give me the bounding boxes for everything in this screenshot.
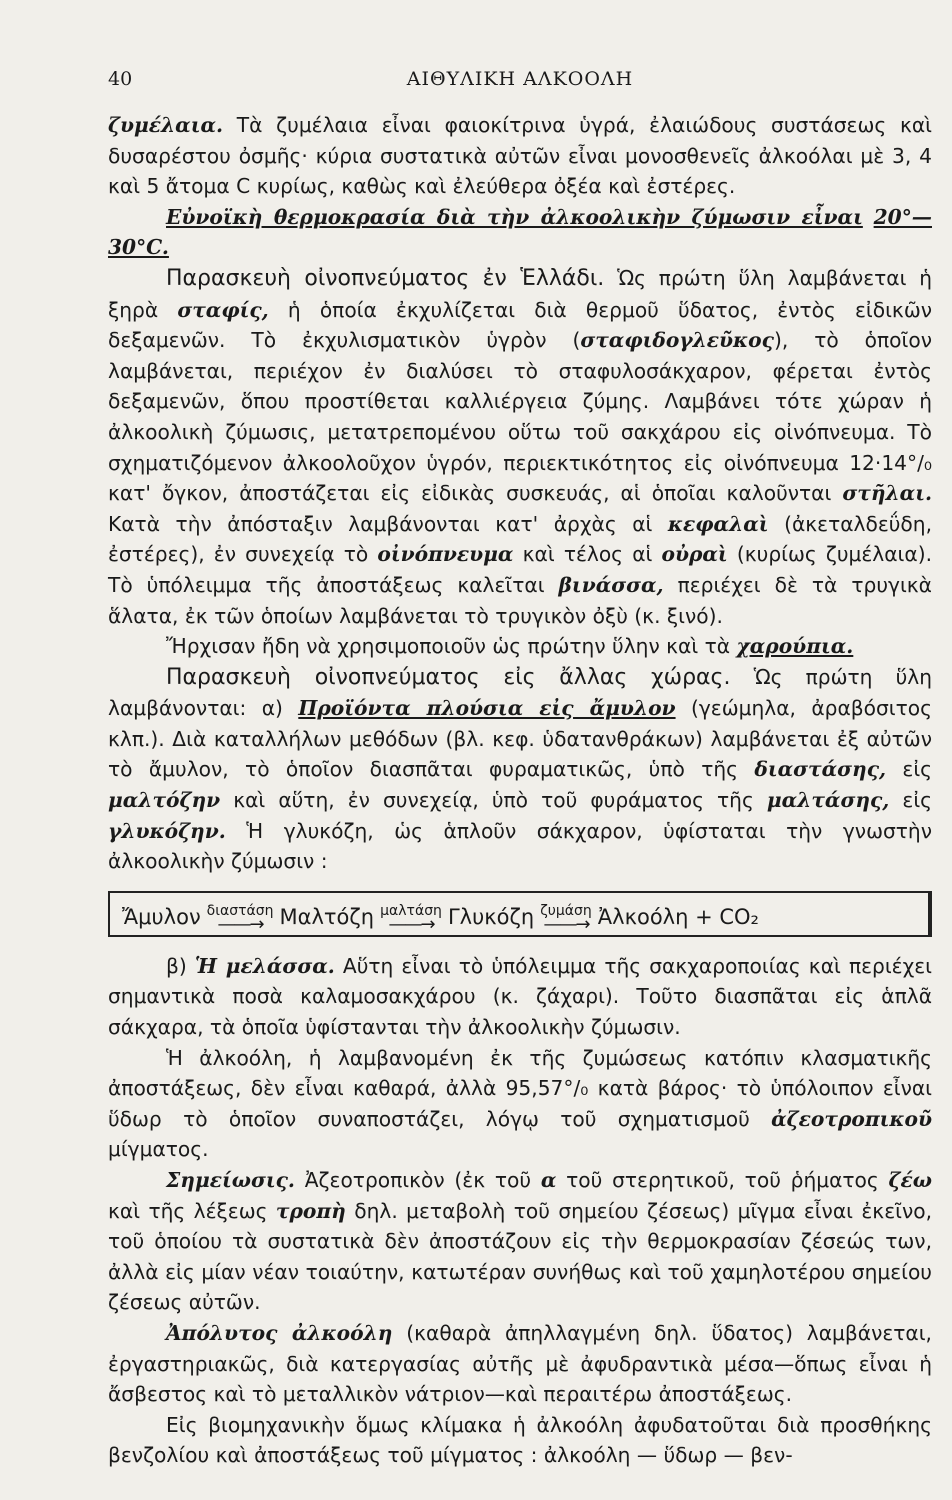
enzyme-label: μαλτάση <box>380 903 442 920</box>
reaction-arrow <box>540 903 592 936</box>
paragraph-carob <box>108 631 932 662</box>
text: τοῦ στερητικοῦ, τοῦ ῥήματος <box>556 1168 889 1192</box>
section-heading: Παρασκευὴ οἰνοπνεύματος ἐν Ἑλλάδι. <box>166 265 605 291</box>
text: Κατὰ τὴν ἀπόσταξιν λαμβάνονται κατ' ἀρχὰς αἱ <box>108 511 668 536</box>
reaction-arrow <box>380 903 442 936</box>
term: Εὐνοϊκὴ θερμοκρασία διὰ τὴν ἀλκοολικὴν ζύμωσιν εἶναι <box>166 204 863 229</box>
paragraph-zymelaia <box>108 110 932 202</box>
temperature-value: 20°—30°C. <box>108 204 932 260</box>
page-header <box>108 68 932 98</box>
text: Ἡ ἀλκοόλη, ἡ λαμβανομένη ἐκ τῆς ζυμώσεως κατόπιν κλασματικῆς ἀποστάξεως, δὲν εἶναι καθαρά, ἀλλὰ 95,57°/₀ κατὰ βάρος· τὸ ὑπόλοιπον εἶναι ὕδωρ τὸ ὁποῖον συναποστάζει, λόγῳ τοῦ σχηματισμοῦ <box>108 1045 932 1131</box>
text: εἰς <box>886 757 932 782</box>
text: (καθαρὰ ἀπηλλαγμένη δηλ. ὕδατος) λαμβάνεται, ἐργαστηριακῶς, διὰ κατεργασίας αὐτῆς μὲ ἀφυδραντικὰ μέσα—ὅπως εἶναι ἡ ἄσβεστος καὶ τὸ μεταλλικὸν νάτριον—καὶ περαιτέρω ἀποστάξεως. <box>108 1320 932 1407</box>
paragraph-absolute-alcohol <box>108 1318 932 1410</box>
text: Ὡς πρώτη ὕλη λαμβάνεται ἡ ξηρὰ <box>108 265 933 322</box>
paragraph-note <box>108 1165 932 1318</box>
substance-glucose: Γλυκόζη <box>447 904 535 929</box>
substance-starch: Ἄμυλον <box>122 904 201 929</box>
text: δηλ. μεταβολὴ τοῦ σημείου ζέσεως) μῖγμα εἶναι ἐκεῖνο, τοῦ ὁποίου τὰ συστατικὰ δὲν ἀποστάζουν εἰς τὴν θερμοκρασίαν ζέσεώς των, ἀλλὰ εἰς μίαν νέαν τοιαύτην, κατωτέραν συνήθως καὶ τοῦ χαμηλοτέρου σημείου ζέσεως αὐτῶν. <box>108 1198 932 1315</box>
text: Εἰς βιομηχανικὴν ὅμως κλίμακα ἡ ἀλκοόλη ἀφυδατοῦται διὰ προσθήκης βενζολίου καὶ ἀποστάξεως τοῦ μίγματος : ἀλκοόλη — ὕδωρ — βεν- <box>108 1412 932 1468</box>
paragraph-other-countries <box>108 662 932 877</box>
term: μαλτάσης, <box>766 788 890 813</box>
arrow-icon: ——→ <box>217 914 263 936</box>
text: (γεώμηλα, ἀραβόσιτος κλπ.). Διὰ καταλλήλων μεθόδων (βλ. κεφ. ὑδατανθράκων) λαμβάνεται ἐξ αὐτῶν τὸ ἄμυλον, τὸ ὁποῖον διασπᾶται φυραματικῶς, ὑπὸ τῆς <box>108 696 932 782</box>
text: μίγματος. <box>108 1137 209 1162</box>
paragraph-molasses <box>108 951 932 1043</box>
term: βινάσσα, <box>558 572 664 597</box>
term: Ἡ μελάσσα. <box>194 953 335 978</box>
text: καὶ τῆς λέξεως <box>108 1198 276 1223</box>
text: Αὕτη εἶναι τὸ ὑπόλειμμα τῆς σακχαροποιίας καὶ περιέχει σημαντικὰ ποσὰ καλαμοσακχάρου (κ. ζάχαρι). Τοῦτο διασπᾶται εἰς ἁπλᾶ σάκχαρα, τὰ ὁποῖα ὑφίστανται τὴν ἀλκοολικὴν ζύμωσιν. <box>108 953 932 1040</box>
term: α <box>540 1168 557 1192</box>
term: μαλτόζην <box>108 788 221 813</box>
arrow-icon: ——→ <box>388 914 434 936</box>
enzyme-label: ζυμάση <box>540 903 592 920</box>
enzyme-label: διαστάση <box>206 903 274 920</box>
term: τροπὴ <box>275 1198 346 1223</box>
term: στῆλαι. <box>842 481 932 506</box>
term: ζυμέλαια. <box>108 113 224 137</box>
text: περιέχει δὲ τὰ τρυγικὰ ἅλατα, ἐκ τῶν ὁποίων λαμβάνεται τὸ τρυγικὸν ὀξὺ (κ. ξινό). <box>108 572 932 628</box>
term: σταφίς, <box>177 297 269 322</box>
arrow-icon: ——→ <box>543 914 589 936</box>
term: οὐραὶ <box>661 542 728 567</box>
term: Ἀπόλυτος ἀλκοόλη <box>166 1320 393 1345</box>
paragraph-azeotrope <box>108 1043 932 1165</box>
term: οἰνόπνευμα <box>377 542 514 567</box>
text: (ἀκεταλδεΰδη, ἐστέρες), ἐν συνεχείᾳ τὸ <box>108 511 932 567</box>
text: Ἡ γλυκόζη, ὡς ἁπλοῦν σάκχαρον, ὑφίσταται τὴν γνωστὴν ἀλκοολικὴν ζύμωσιν : <box>108 818 932 874</box>
running-title: ΑΙΘΥΛΙΚΗ ΑΛΚΟΟΛΗ <box>406 68 634 90</box>
text: καὶ αὕτη, ἐν συνεχείᾳ, ὑπὸ τοῦ φυράματος τῆς <box>220 788 767 813</box>
term: Προϊόντα πλούσια εἰς ἄμυλον <box>298 696 676 721</box>
reaction-formula-box <box>108 891 932 937</box>
text: Τὰ ζυμέλαια εἶναι φαιοκίτρινα ὑγρά, ἐλαιώδους συστάσεως καὶ δυσαρέστου ὀσμῆς· κύρια συστατικὰ αὐτῶν εἶναι μονοσθενεῖς ἀλκοόλαι μὲ 3, 4 καὶ 5 ἄτομα C κυρίως, καθὼς καὶ ἐλεύθερα ὀξέα καὶ ἐστέρες. <box>108 113 932 199</box>
reaction-arrow <box>206 903 274 936</box>
substance-products: Ἀλκοόλη + CO₂ <box>597 904 759 929</box>
paragraph-industrial <box>108 1410 932 1471</box>
text: ἡ ὁποία ἐκχυλίζεται διὰ θερμοῦ ὕδατος, ἐντὸς εἰδικῶν δεξαμενῶν. Τὸ ἐκχυλισματικὸν ὑγρὸν ( <box>108 297 932 353</box>
text: καὶ τέλος αἱ <box>513 542 662 567</box>
term: χαρούπια. <box>736 634 854 659</box>
text: Ἤρχισαν ἤδη νὰ χρησιμοποιοῦν ὡς πρώτην ὕλην καὶ τὰ <box>166 634 737 659</box>
section-heading: Παρασκευὴ οἰνοπνεύματος εἰς ἄλλας χώρας. <box>166 664 731 690</box>
substance-maltose: Μαλτόζη <box>279 904 375 929</box>
paragraph-temperature <box>108 202 932 263</box>
term: κεφαλαὶ <box>667 511 769 536</box>
text: (κυρίως ζυμέλαια). Τὸ ὑπόλειμμα τῆς ἀποστάξεως καλεῖται <box>108 542 932 597</box>
text: β) <box>166 953 195 978</box>
term: ζέω <box>888 1168 932 1192</box>
paragraph-greece <box>108 263 932 631</box>
term: σταφιδογλεῦκος <box>580 328 774 353</box>
page-number: 40 <box>108 68 133 90</box>
page-body <box>108 110 932 1471</box>
text: εἰς <box>889 788 932 813</box>
text: Ὡς πρώτη ὕλη λαμβάνονται: α) <box>108 664 932 721</box>
term: γλυκόζην. <box>108 818 226 843</box>
text: ), τὸ ὁποῖον λαμβάνεται, περιέχον ἐν διαλύσει τὸ σταφυλοσάκχαρον, φέρεται ἐντὸς δεξαμενῶν, ὅπου προστίθεται καλλιέργεια ζύμης. Λαμβάνει τότε χώραν ἡ ἀλκοολικὴ ζύμωσις, μετατρεπομένου οὕτω τοῦ σακχάρου εἰς οἰνόπνευμα. Τὸ σχηματιζόμενον ἀλκοολοῦχον ὑγρόν, περιεκτικότητος εἰς οἰνόπνευμα 12·14°/₀ κατ' ὄγκον, ἀποστάζεται εἰς εἰδικὰς συσκευάς, αἱ ὁποῖαι καλοῦνται <box>108 328 932 506</box>
term: διαστάσης, <box>754 757 887 782</box>
term: ἀζεοτροπικοῦ <box>771 1106 932 1131</box>
reaction-formula <box>122 902 922 936</box>
text: Ἀζεοτροπικὸν (ἐκ τοῦ <box>294 1168 541 1192</box>
term: Σημείωσις. <box>166 1168 295 1192</box>
